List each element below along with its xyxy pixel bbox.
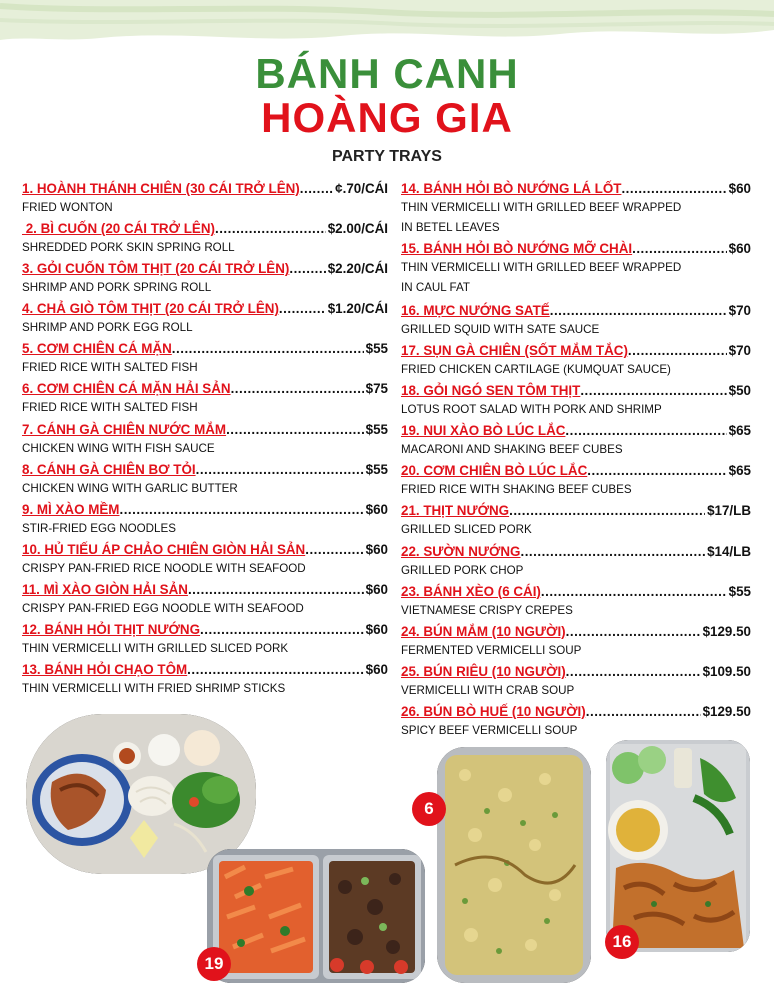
menu-item xyxy=(22,501,388,541)
item-price: ¢.70/CÁI xyxy=(335,181,388,196)
item-price: $60 xyxy=(365,622,388,638)
menu-item xyxy=(22,340,388,380)
dot-leader xyxy=(187,661,363,679)
item-price: $129.50 xyxy=(702,623,751,639)
item-english: SHREDDED PORK SKIN SPRING ROLL xyxy=(22,241,235,255)
item-name: 12. BÁNH HỎI THỊT NƯỚNG xyxy=(22,622,201,638)
item-name: 1. HOÀNH THÁNH CHIÊN (30 CÁI TRỞ LÊN) xyxy=(22,181,300,196)
dot-leader xyxy=(509,502,705,520)
item-english: MACARONI AND SHAKING BEEF CUBES xyxy=(401,443,623,457)
menu-item xyxy=(22,461,388,501)
dot-leader xyxy=(196,461,364,479)
item-price: $60 xyxy=(365,662,388,678)
menu-item xyxy=(401,422,751,462)
item-price: $65 xyxy=(728,463,751,479)
item-english: FERMENTED VERMICELLI SOUP xyxy=(401,643,582,657)
photo-grilled-squid-sate xyxy=(604,738,752,954)
item-english: THIN VERMICELLI WITH GRILLED BEEF WRAPPED xyxy=(401,201,682,214)
item-name: 10. HỦ TIẾU ÁP CHẢO CHIÊN GIÒN HẢI SẢN xyxy=(22,541,306,557)
dot-leader xyxy=(628,342,727,360)
item-name: 16. MỰC NƯỚNG SATẾ xyxy=(401,303,550,318)
item-english: FRIED RICE WITH SALTED FISH xyxy=(22,401,198,415)
item-english: LOTUS ROOT SALAD WITH PORK AND SHRIMP xyxy=(401,403,662,417)
item-english: VIETNAMESE CRISPY CREPES xyxy=(401,603,573,617)
item-name: 13. BÁNH HỎI CHẠO TÔM xyxy=(22,662,188,678)
menu-column-left xyxy=(22,180,388,701)
item-name: 8. CÁNH GÀ CHIÊN BƠ TỎI xyxy=(22,461,196,477)
dot-leader xyxy=(541,583,727,601)
item-name: 25. BÚN RIÊU (10 NGƯỜI) xyxy=(401,663,566,679)
item-english: FRIED RICE WITH SALTED FISH xyxy=(22,361,198,375)
dot-leader xyxy=(279,300,326,318)
item-english: CRISPY PAN-FRIED RICE NOODLE WITH SEAFOOD xyxy=(22,561,306,575)
photo-number-badge: 6 xyxy=(412,792,446,826)
item-name: 6. CƠM CHIÊN CÁ MẶN HẢI SẢN xyxy=(22,381,231,397)
item-name: 23. BÁNH XÈO (6 CÁI) xyxy=(401,583,541,599)
item-name: 19. NUI XÀO BÒ LÚC LẮC xyxy=(401,423,566,439)
photo-number-badge: 16 xyxy=(605,925,639,959)
dot-leader xyxy=(119,501,363,519)
dot-leader xyxy=(550,302,727,320)
menu-item xyxy=(401,502,751,542)
dot-leader xyxy=(580,382,726,400)
item-english: CHICKEN WING WITH FISH SAUCE xyxy=(22,441,215,455)
item-price: $17/LB xyxy=(707,503,751,519)
header-brush-decoration xyxy=(0,0,774,48)
item-name: 5. CƠM CHIÊN CÁ MẶN xyxy=(22,341,172,357)
item-name: 26. BÚN BÒ HUẾ (10 NGƯỜI) xyxy=(401,703,586,719)
dot-leader xyxy=(200,621,364,639)
menu-item xyxy=(401,240,751,302)
menu-item xyxy=(401,543,751,583)
item-price: $50 xyxy=(728,383,751,399)
item-name: 2. BÌ CUỐN (20 CÁI TRỞ LÊN) xyxy=(22,221,215,237)
item-price: $14/LB xyxy=(707,543,751,559)
item-price: $55 xyxy=(365,421,388,437)
dot-leader xyxy=(226,421,364,439)
menu-item xyxy=(401,180,751,240)
dot-leader xyxy=(566,623,701,641)
dot-leader xyxy=(565,422,726,440)
menu-column-right xyxy=(401,180,751,743)
item-english: SHRIMP AND PORK SPRING ROLL xyxy=(22,281,212,295)
item-name: 11. MÌ XÀO GIÒN HẢI SẢN xyxy=(22,581,188,597)
item-english: CRISPY PAN-FRIED EGG NOODLE WITH SEAFOOD xyxy=(22,601,304,615)
section-subtitle: PARTY TRAYS xyxy=(332,148,442,165)
menu-item xyxy=(401,382,751,422)
dot-leader xyxy=(231,380,364,398)
item-price: $60 xyxy=(365,501,388,517)
dot-leader xyxy=(632,240,727,258)
item-english: GRILLED SQUID WITH SATE SAUCE xyxy=(401,323,600,336)
photo-macaroni-shaking-beef xyxy=(205,847,427,985)
item-price: $60 xyxy=(365,541,388,557)
item-price: $129.50 xyxy=(702,703,751,719)
menu-item xyxy=(401,663,751,703)
item-name: 24. BÚN MẮM (10 NGƯỜI) xyxy=(401,623,566,639)
item-name: 22. SƯỜN NƯỚNG xyxy=(401,543,521,559)
dot-leader xyxy=(566,663,701,681)
item-price: $75 xyxy=(365,381,388,397)
item-english: THIN VERMICELLI WITH GRILLED BEEF WRAPPED xyxy=(401,261,682,274)
item-english-line2: IN BETEL LEAVES xyxy=(401,221,500,234)
item-price: $60 xyxy=(728,241,751,256)
menu-item xyxy=(22,180,388,220)
menu-item xyxy=(22,581,388,621)
item-english: THIN VERMICELLI WITH FRIED SHRIMP STICKS xyxy=(22,682,286,696)
item-price: $109.50 xyxy=(702,663,751,679)
item-name: 7. CÁNH GÀ CHIÊN NƯỚC MẮM xyxy=(22,421,227,437)
menu-item xyxy=(22,260,388,300)
dot-leader xyxy=(586,703,701,721)
item-name: 15. BÁNH HỎI BÒ NƯỚNG MỠ CHÀI xyxy=(401,241,633,256)
dot-leader xyxy=(172,340,364,358)
item-english: FRIED CHICKEN CARTILAGE (KUMQUAT SAUCE) xyxy=(401,363,671,377)
item-price: $70 xyxy=(728,303,751,318)
dot-leader xyxy=(587,462,726,480)
dot-leader xyxy=(305,541,363,559)
restaurant-title-line2: HOÀNG GIA xyxy=(261,94,513,141)
dot-leader xyxy=(289,260,325,278)
item-price: $2.20/CÁI xyxy=(327,261,388,277)
menu-item xyxy=(401,462,751,502)
item-english: VERMICELLI WITH CRAB SOUP xyxy=(401,683,575,697)
item-name: 14. BÁNH HỎI BÒ NƯỚNG LÁ LỐT xyxy=(401,181,622,196)
menu-item xyxy=(401,302,751,342)
restaurant-title-line1: BÁNH CANH xyxy=(255,50,519,97)
item-price: $2.00/CÁI xyxy=(327,221,388,237)
item-price: $70 xyxy=(728,343,751,359)
item-english: SHRIMP AND PORK EGG ROLL xyxy=(22,321,193,335)
dot-leader xyxy=(215,220,326,238)
item-english: STIR-FRIED EGG NOODLES xyxy=(22,521,176,535)
item-name: 21. THỊT NƯỚNG xyxy=(401,503,510,519)
dot-leader xyxy=(300,180,333,198)
menu-item xyxy=(22,380,388,420)
menu-item xyxy=(401,623,751,663)
item-name: 18. GỎI NGÓ SEN TÔM THỊT xyxy=(401,383,581,399)
item-english-line2: IN CAUL FAT xyxy=(401,281,470,294)
item-english: SPICY BEEF VERMICELLI SOUP xyxy=(401,723,578,737)
item-price: $60 xyxy=(728,181,751,196)
item-name: 4. CHẢ GIÒ TÔM THỊT (20 CÁI TRỞ LÊN) xyxy=(22,301,279,317)
item-english: GRILLED SLICED PORK xyxy=(401,523,532,537)
item-name: 20. CƠM CHIÊN BÒ LÚC LẮC xyxy=(401,463,588,479)
item-english: FRIED WONTON xyxy=(22,201,113,214)
item-price: $55 xyxy=(365,341,388,357)
dot-leader xyxy=(520,543,705,561)
menu-item xyxy=(22,421,388,461)
menu-item xyxy=(22,541,388,581)
item-price: $65 xyxy=(728,423,751,439)
item-english: CHICKEN WING WITH GARLIC BUTTER xyxy=(22,481,238,495)
photo-number-badge: 19 xyxy=(197,947,231,981)
menu-item xyxy=(22,661,388,701)
dot-leader xyxy=(621,180,726,198)
item-english: GRILLED PORK CHOP xyxy=(401,563,524,577)
item-price: $55 xyxy=(365,461,388,477)
item-price: $55 xyxy=(728,583,751,599)
photo-fried-rice-salted-fish xyxy=(435,745,593,985)
menu-item xyxy=(401,583,751,623)
item-name: 3. GỎI CUỐN TÔM THỊT (20 CÁI TRỞ LÊN) xyxy=(22,261,290,277)
item-english: FRIED RICE WITH SHAKING BEEF CUBES xyxy=(401,483,632,497)
menu-item xyxy=(22,621,388,661)
menu-item xyxy=(401,342,751,382)
dot-leader xyxy=(188,581,364,599)
item-price: $60 xyxy=(365,581,388,597)
item-name: 17. SỤN GÀ CHIÊN (SỐT MẮM TẮC) xyxy=(401,343,628,359)
item-price: $1.20/CÁI xyxy=(327,301,388,317)
item-name: 9. MÌ XÀO MỀM xyxy=(22,501,120,517)
menu-item xyxy=(22,300,388,340)
item-english: THIN VERMICELLI WITH GRILLED SLICED PORK xyxy=(22,642,289,656)
menu-item xyxy=(22,220,388,260)
